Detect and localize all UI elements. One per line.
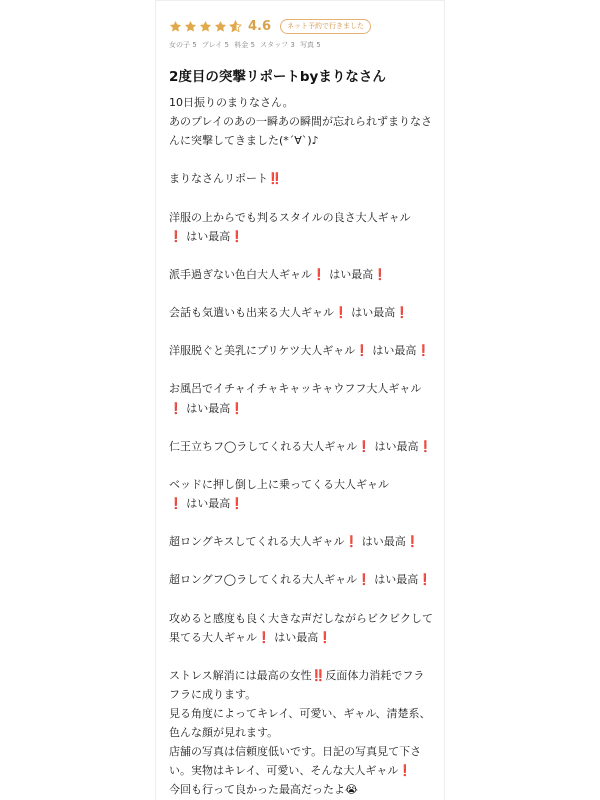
body-line: 洋服脱ぐと美乳にプリケツ大人ギャル❗ はい最高❗ [169,344,431,358]
exclamation-icon: ❗ [169,401,183,415]
exclamation-icon: ❗ [257,630,271,644]
body-line: 果てる大人ギャル❗ はい最高❗ [169,630,332,644]
exclamation-icon: ❗ [418,439,433,453]
sub-rating-staff: スタッフ 3 [260,41,295,49]
body-line: ストレス解消には最高の女性‼️反面体力消耗でフラ [169,668,425,682]
body-line: 仁王立ちフ◯ラしてくれる大人ギャル❗ はい最高❗ [169,439,433,453]
exclamation-icon: ‼️ [268,172,282,186]
sub-rating-photo: 写真 5 [300,41,321,49]
sub-rating-girl: 女の子 5 [169,41,197,49]
sub-ratings [169,40,324,50]
review-card [155,0,445,800]
body-line: フラに成ります。 [169,687,257,701]
blank-line [169,284,439,303]
exclamation-icon: ❗ [357,439,372,453]
body-line: あのプレイのあの一瞬あの瞬間が忘れられずまりなさ [169,115,433,129]
blank-line [169,360,439,379]
exclamation-icon: ❗ [230,229,244,243]
exclamation-icon: ❗ [357,573,371,587]
blank-line [169,551,439,570]
reservation-badge: ネット予約で行きました [280,19,371,34]
body-line: 10日振りのまりなさん。 [169,96,294,109]
star-icon [214,20,227,33]
blank-line [169,647,439,666]
body-line: まりなさんリポート‼️ [169,172,282,186]
rating-score: 4.6 [248,18,272,34]
review-body [169,93,439,799]
review-title: 2度目の突撃リポートbyまりなさん [169,69,386,85]
body-line: 見る角度によってキレイ、可愛い、ギャル、清楚系、 [169,707,431,720]
body-line: 超ロングフ◯ラしてくれる大人ギャル❗ はい最高❗ [169,573,432,587]
exclamation-icon: ‼️ [311,668,326,682]
body-line: ベッドに押し倒し上に乗ってくる大人ギャル [169,477,389,491]
exclamation-icon: ❗ [169,496,183,510]
body-line: んに突撃してきました(*´∀`)♪ [169,134,319,148]
star-rating [169,20,244,33]
body-line: 洋服の上からでも判るスタイルの良さ大人ギャル [169,210,411,224]
sub-rating-price: 料金 5 [234,41,255,49]
exclamation-icon: ❗ [395,306,409,320]
body-line: 攻めると感度も良く大きな声だしながらビクビクして [169,611,433,625]
body-line: 会話も気遣いも出来る大人ギャル❗ はい最高❗ [169,306,409,320]
exclamation-icon: ❗ [355,344,369,358]
body-line: い。実物はキレイ、可愛い、そんな大人ギャル❗ [169,764,413,778]
blank-line [169,456,439,475]
exclamation-icon: ❗ [416,344,431,358]
blank-line [169,322,439,341]
body-line: ❗ はい最高❗ [169,401,244,415]
exclamation-icon: ❗ [230,496,244,510]
exclamation-icon: ❗ [169,229,183,243]
body-line: ❗ はい最高❗ [169,496,244,510]
body-line: 色んな顔が見れます。 [169,726,279,740]
exclamation-icon: ❗ [230,401,244,415]
star-icon [199,20,212,33]
blank-line [169,513,439,532]
star-icon [184,20,197,33]
exclamation-icon: ❗ [418,573,432,587]
body-line: お風呂でイチャイチャキャッキャウフフ大人ギャル [169,382,422,396]
exclamation-icon: ❗ [344,535,359,549]
blank-line [169,188,439,207]
exclamation-icon: ❗ [318,630,332,644]
star-half-icon [229,20,242,33]
exclamation-icon: ❗ [398,764,413,778]
body-line: 超ロングキスしてくれる大人ギャル❗ はい最高❗ [169,535,420,549]
body-line: ❗ はい最高❗ [169,229,244,243]
body-line: 派手過ぎない色白大人ギャル❗ はい最高❗ [169,267,387,281]
sub-rating-play: プレイ 5 [201,41,229,49]
blank-line [169,246,439,265]
blank-line [169,589,439,608]
exclamation-icon: ❗ [405,535,420,549]
blank-line [169,418,439,437]
exclamation-icon: ❗ [334,306,348,320]
rating-row [169,17,371,35]
exclamation-icon: ❗ [373,267,387,281]
star-icon [169,20,182,33]
exclamation-icon: ❗ [312,267,326,281]
body-line: 今回も行って良かった最高だったよ😭 [169,783,358,797]
body-line: 店舗の写真は信頼度低いです。日記の写真見て下さ [169,745,422,759]
blank-line [169,150,439,169]
